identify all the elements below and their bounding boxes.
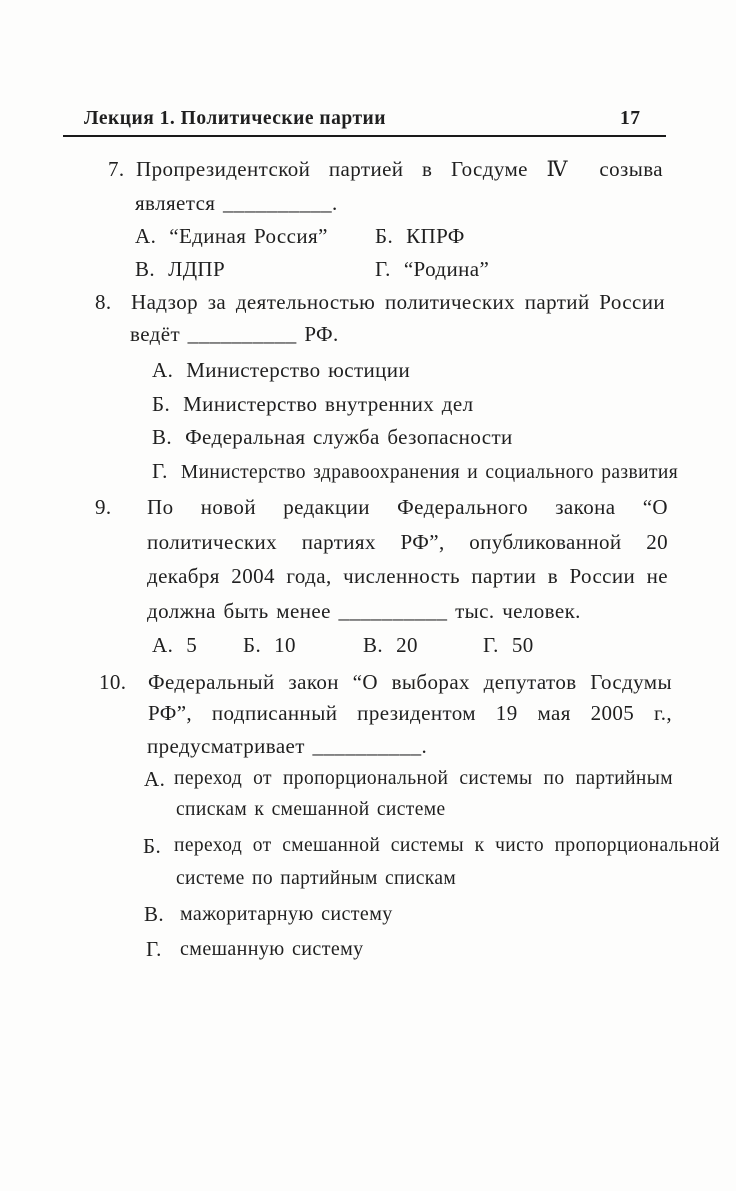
question-10-stem-line-2: РФ”, подписанный президентом 19 мая 2005 г.,: [148, 701, 672, 725]
question-9-stem-line-3: декабря 2004 года, численность партии в России не: [147, 564, 668, 588]
question-7-option-v: [135, 257, 225, 281]
question-8-option-g: [152, 459, 678, 484]
question-7-stem-line-2: является __________.: [135, 191, 338, 215]
question-10-stem-line-1: Федеральный закон “О выборах депутатов Госдумы: [148, 670, 672, 694]
option-label: А.: [135, 224, 157, 248]
question-9-option-g: [483, 633, 534, 657]
question-8-option-b: [152, 392, 474, 416]
question-9-option-b: [243, 633, 296, 657]
question-10-option-a-line-1: переход от пропорциональной системы по партийным: [174, 768, 673, 789]
question-10-option-b-line-2: системе по партийным спискам: [176, 868, 457, 889]
question-8-stem-line-1: Надзор за деятельностью политических партий России: [131, 290, 665, 314]
question-10-stem-line-3: предусматривает __________.: [147, 734, 428, 758]
question-9-option-a: [152, 633, 197, 657]
question-7-option-g: [375, 257, 489, 281]
question-7-option-b: [375, 224, 465, 248]
option-label: Б.: [152, 392, 171, 416]
option-label: А.: [152, 633, 174, 657]
option-text: ЛДПР: [168, 257, 226, 281]
option-label: Г.: [483, 633, 499, 657]
option-text: 50: [511, 633, 534, 657]
option-label: Г.: [152, 459, 168, 483]
option-text: 20: [396, 633, 418, 657]
question-8-stem-line-2: ведёт __________ РФ.: [130, 322, 339, 346]
question-10-option-v-text: мажоритарную систему: [180, 903, 393, 925]
question-10-option-a-line-2: спискам к смешанной системе: [176, 799, 446, 820]
question-10-option-b-label: Б.: [143, 834, 162, 858]
option-label: В.: [152, 425, 173, 449]
page-number: 17: [620, 108, 641, 129]
question-8-option-v: [152, 425, 513, 449]
option-label: А.: [152, 358, 174, 382]
question-10-option-v-label: В.: [144, 902, 165, 926]
question-9-stem-line-1: По новой редакции Федерального закона “О: [147, 495, 668, 519]
question-9-option-v: [363, 633, 418, 657]
question-10-option-g-label: Г.: [146, 937, 162, 961]
option-text: 5: [186, 633, 198, 657]
page-header-title: Лекция 1. Политические партии: [84, 108, 387, 129]
option-text: “Единая Россия”: [169, 224, 328, 248]
option-text: “Родина”: [403, 257, 490, 281]
question-10-option-g-text: смешанную систему: [180, 938, 364, 960]
option-label: В.: [363, 633, 384, 657]
option-text: 10: [274, 633, 296, 657]
question-9-number: 9.: [95, 495, 112, 519]
option-text: КПРФ: [406, 224, 465, 248]
option-text: Министерство здравоохранения и социального развития: [180, 462, 679, 483]
question-8-number: 8.: [95, 290, 112, 314]
question-10-option-a-label: А.: [144, 767, 166, 791]
question-8-option-a: [152, 358, 410, 382]
question-9-stem-line-4: должна быть менее __________ тыс. человек.: [147, 599, 581, 623]
option-text: Министерство юстиции: [186, 358, 411, 382]
question-10-option-b-line-1: переход от смешанной системы к чисто пропорциональной: [174, 835, 720, 856]
header-rule: [63, 135, 666, 137]
option-text: Министерство внутренних дел: [183, 392, 474, 416]
option-label: Г.: [375, 257, 391, 281]
question-7-option-a: [135, 224, 328, 248]
option-label: Б.: [243, 633, 262, 657]
option-label: Б.: [375, 224, 394, 248]
option-label: В.: [135, 257, 156, 281]
question-7-stem-line-1: Пропрезидентской партией в Госдуме Ⅳ созыва: [136, 157, 663, 181]
option-text: Федеральная служба безопасности: [185, 425, 513, 449]
question-7-number: 7.: [108, 157, 125, 181]
question-10-number: 10.: [99, 670, 127, 694]
question-9-stem-line-2: политических партиях РФ”, опубликованной 20: [147, 530, 668, 554]
